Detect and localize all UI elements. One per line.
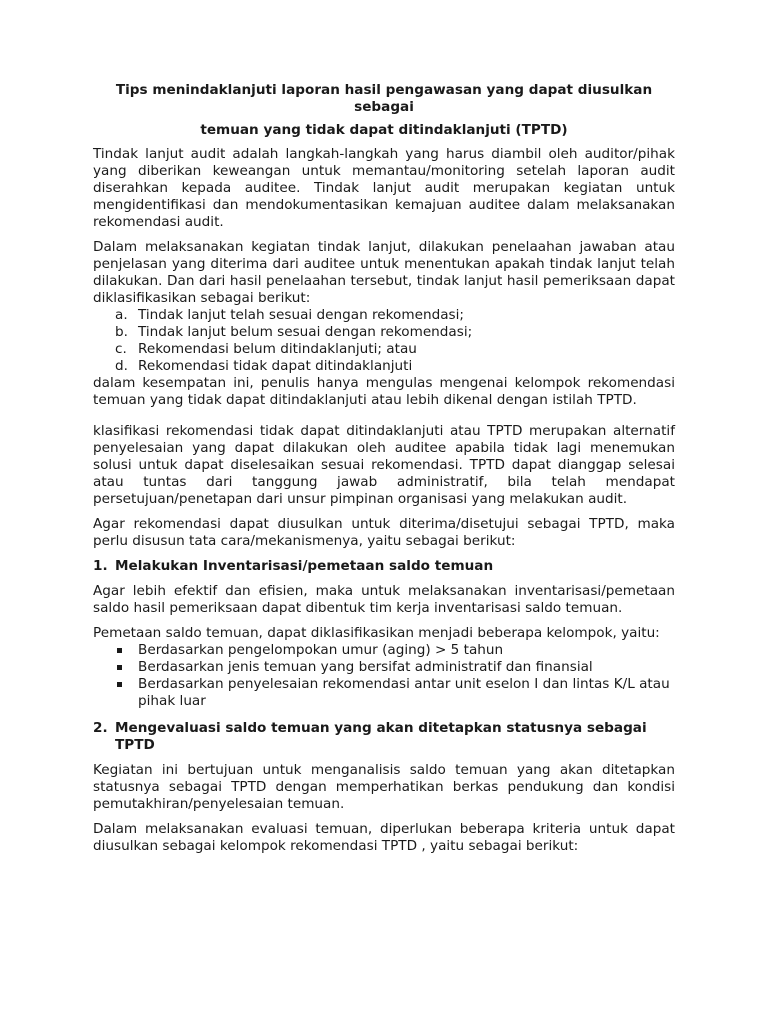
- document-body: [93, 82, 675, 863]
- paragraph-mechanism: Agar rekomendasi dapat diusulkan untuk diterima/disetujui sebagai TPTD, maka perlu disusun tata cara/mekanismenya, yaitu sebagai berikut:: [93, 516, 675, 549]
- paragraph-inventory: Agar lebih efektif dan efisien, maka untuk melaksanakan inventarisasi/pemetaan saldo hasil pemeriksaan dapat dibentuk tim kerja inventarisasi saldo temuan.: [93, 583, 675, 616]
- bullet-icon: [117, 648, 122, 653]
- paragraph-intro: Tindak lanjut audit adalah langkah-langkah yang harus diambil oleh auditor/pihak yang diberikan keweangan untuk memantau/monitoring setelah laporan audit diserahkan kepada auditee. Tindak lanjut audit merupakan kegiatan untuk mengidentifikasi dan mendokumentasikan kemajuan auditee dalam melaksanakan rekomendasi audit.: [93, 146, 675, 230]
- list-item: Berdasarkan jenis temuan yang bersifat administratif dan finansial: [93, 659, 675, 676]
- bullet-icon: [117, 665, 122, 670]
- list-item: b. Tindak lanjut belum sesuai dengan rekomendasi;: [115, 324, 473, 340]
- paragraph-tptd-definition: klasifikasi rekomendasi tidak dapat ditindaklanjuti atau TPTD merupakan alternatif penyelesaian yang dapat dilakukan oleh auditee apabila tidak lagi menemukan solusi untuk dapat diselesaikan sesuai rekomendasi. TPTD dapat dianggap selesai atau tuntas dari tanggung jawab administratif, bila telah mendapat persetujuan/penetapan dari unsur pimpinan organisasi yang melakukan audit.: [93, 423, 675, 507]
- document-title-line1: Tips menindaklanjuti laporan hasil pengawasan yang dapat diusulkan sebagai: [115, 82, 653, 115]
- paragraph-criteria: Dalam melaksanakan evaluasi temuan, diperlukan beberapa kriteria untuk dapat diusulkan sebagai kelompok rekomendasi TPTD , yaitu sebagai berikut:: [93, 821, 675, 854]
- list-item: Berdasarkan penyelesaian rekomendasi antar unit eselon I dan lintas K/L atau pihak luar: [93, 676, 675, 710]
- document-title-line2: temuan yang tidak dapat ditindaklanjuti (TPTD): [200, 122, 568, 138]
- paragraph-mapping: Pemetaan saldo temuan, dapat diklasifikasikan menjadi beberapa kelompok, yaitu:: [93, 625, 660, 641]
- paragraph-scope: dalam kesempatan ini, penulis hanya mengulas mengenai kelompok rekomendasi temuan yang tidak dapat ditindaklanjuti atau lebih dikenal dengan istilah TPTD.: [93, 375, 675, 408]
- paragraph-evaluation: Kegiatan ini bertujuan untuk menganalisis saldo temuan yang akan ditetapkan statusnya sebagai TPTD dengan memperhatikan berkas pendukung dan kondisi pemutakhiran/penyelesaian temuan.: [93, 762, 675, 812]
- section-heading-1: 1. Melakukan Inventarisasi/pemetaan saldo temuan: [93, 558, 494, 574]
- list-item: c. Rekomendasi belum ditindaklanjuti; atau: [115, 341, 417, 357]
- paragraph-follow-up: Dalam melaksanakan kegiatan tindak lanjut, dilakukan penelaahan jawaban atau penjelasan yang diterima dari auditee untuk menentukan apakah tindak lanjut telah dilakukan. Dan dari hasil penelaahan tersebut, tindak lanjut hasil pemeriksaan dapat diklasifikasikan sebagai berikut:: [93, 239, 675, 306]
- list-item: a. Tindak lanjut telah sesuai dengan rekomendasi;: [115, 307, 464, 323]
- mapping-criteria-list: [93, 642, 675, 710]
- list-item: Berdasarkan pengelompokan umur (aging) > 5 tahun: [93, 642, 675, 659]
- section-heading-2: 2. Mengevaluasi saldo temuan yang akan ditetapkan statusnya sebagai TPTD: [93, 720, 647, 753]
- list-item: d. Rekomendasi tidak dapat ditindaklanjuti: [115, 358, 413, 374]
- classification-list: [93, 307, 675, 375]
- bullet-icon: [117, 682, 122, 687]
